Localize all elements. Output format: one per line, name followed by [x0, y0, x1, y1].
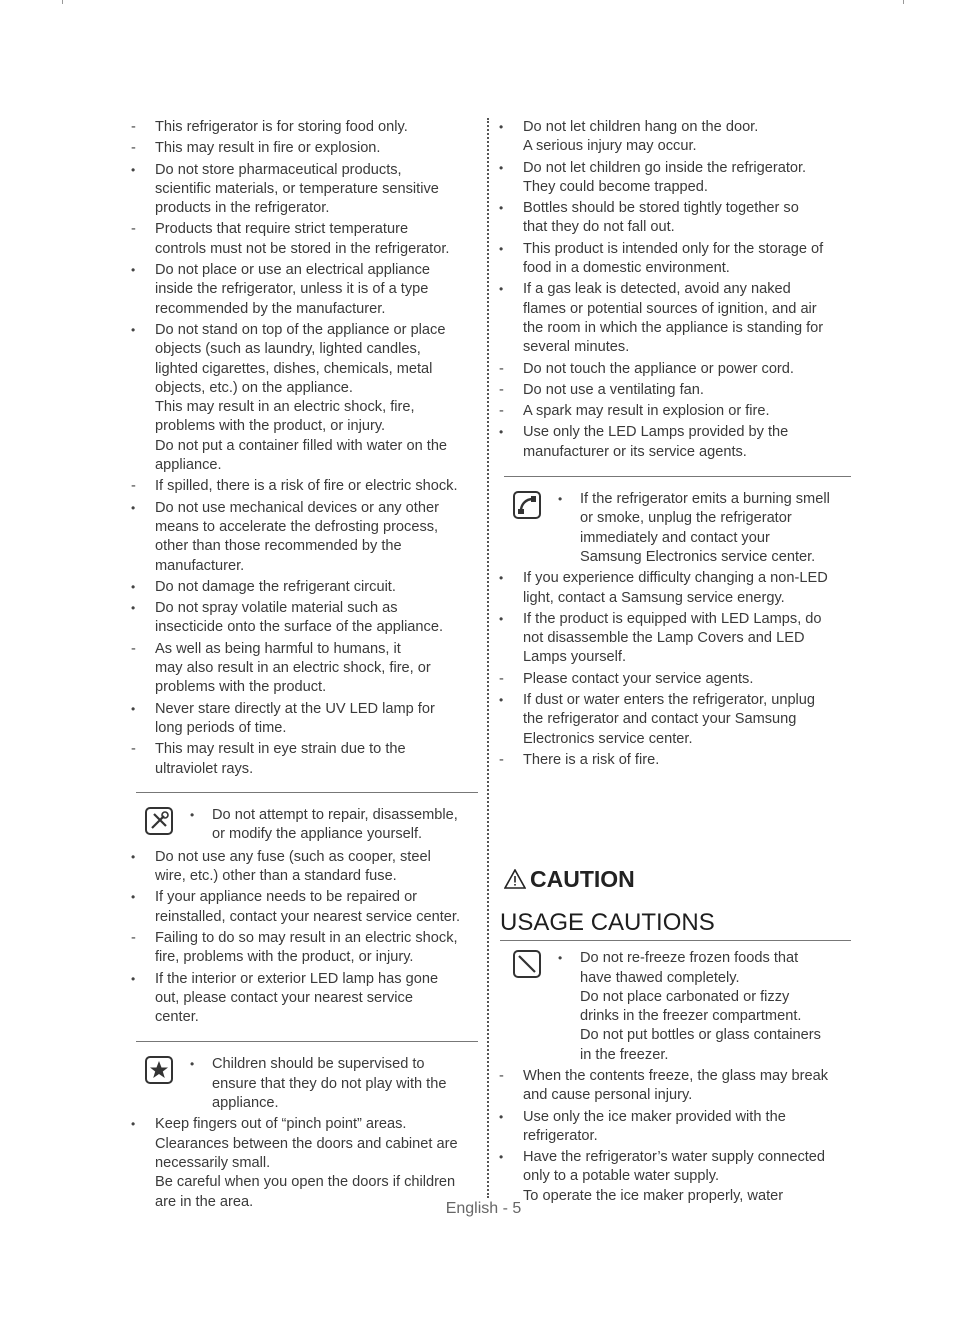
item-line: Clearances between the doors and cabinet are	[155, 1135, 458, 1152]
important-star-icon	[144, 1055, 174, 1085]
right-icon-note-2	[496, 949, 851, 1065]
list-item	[128, 929, 478, 968]
list-item	[128, 848, 478, 887]
item-line: necessarily small.	[155, 1154, 271, 1171]
dash-marker: -	[131, 221, 136, 238]
item-line: long periods of time.	[155, 719, 287, 736]
list-item	[496, 159, 851, 198]
item-line: in the freezer.	[580, 1046, 669, 1063]
bullet-marker: •	[499, 201, 504, 216]
dash-marker: -	[499, 403, 504, 420]
item-line: Do not re-freeze frozen foods that	[580, 950, 799, 967]
icon-note	[128, 806, 478, 846]
icon-note	[128, 1055, 478, 1113]
bullet-marker: •	[499, 282, 504, 297]
item-line: refrigerator.	[523, 1127, 598, 1144]
item-line: If the refrigerator emits a burning smell	[580, 491, 830, 508]
page-footer: English - 5	[445, 1200, 522, 1217]
item-line: not disassemble the Lamp Covers and LED	[523, 630, 805, 647]
item-line: A spark may result in explosion or fire.	[523, 403, 770, 420]
left-block-1	[128, 118, 478, 779]
item-line: Never stare directly at the UV LED lamp for	[155, 700, 435, 717]
item-line: Bottles should be stored tightly together so	[523, 200, 799, 217]
list-item	[496, 569, 851, 608]
item-line: reinstalled, contact your nearest service center.	[155, 908, 461, 925]
bullet-marker: •	[131, 263, 136, 278]
list-item	[128, 970, 478, 1028]
item-line: Use only the ice maker provided with the	[523, 1108, 786, 1125]
item-line: This product is intended only for the storage of	[523, 240, 824, 257]
item-line: Do not use mechanical devices or any other	[155, 499, 439, 516]
dash-marker: -	[499, 360, 504, 377]
list-item	[496, 1108, 851, 1147]
item-line: inside the refrigerator, unless it is of a type	[155, 281, 429, 298]
bullet-marker: •	[131, 601, 136, 616]
item-line: insecticide onto the surface of the appliance.	[155, 619, 444, 636]
item-line: flames or potential sources of ignition, and air	[523, 300, 817, 317]
list-item	[496, 199, 851, 238]
item-line: Have the refrigerator’s water supply connected	[523, 1149, 826, 1166]
item-line: They could become trapped.	[523, 178, 708, 195]
list-item	[128, 1115, 478, 1211]
bullet-marker: •	[499, 571, 504, 586]
item-line: This may result in fire or explosion.	[155, 140, 381, 157]
bullet-marker: •	[499, 160, 504, 175]
item-line: scientific materials, or temperature sensitive	[155, 180, 439, 197]
left-divider-1	[136, 792, 478, 793]
item-line: Use only the LED Lamps provided by the	[523, 424, 789, 441]
dash-marker: -	[131, 741, 136, 758]
item-line: ensure that they do not play with the	[212, 1075, 447, 1092]
item-line: As well as being harmful to humans, it	[155, 640, 401, 657]
right-column	[496, 118, 851, 1208]
item-line: Do not attempt to repair, disassemble,	[212, 806, 458, 823]
item-line: Do not let children hang on the door.	[523, 119, 759, 135]
item-line: Electronics service center.	[523, 730, 693, 747]
list-item	[496, 280, 851, 357]
item-line: other than those recommended by the	[155, 538, 402, 555]
item-line: center.	[155, 1009, 199, 1026]
item-line: Samsung Electronics service center.	[580, 548, 816, 565]
item-line: the refrigerator and contact your Samsung	[523, 711, 797, 728]
list-item	[496, 381, 851, 400]
caution-heading	[504, 866, 851, 895]
item-line: To operate the ice maker properly, water	[523, 1187, 784, 1204]
item-line: Do not stand on top of the appliance or place	[155, 321, 446, 338]
item-line: are in the area.	[155, 1193, 254, 1210]
right-divider-1	[504, 476, 851, 477]
item-line: If the product is equipped with LED Lamps, do	[523, 610, 822, 627]
bullet-marker: •	[190, 807, 195, 822]
item-line: food in a domestic environment.	[523, 260, 730, 277]
item-line: Do not place or use an electrical appliance	[155, 262, 431, 279]
item-line: Keep fingers out of “pinch point” areas.	[155, 1116, 407, 1133]
item-line: When the contents freeze, the glass may break	[523, 1067, 829, 1084]
item-line: appliance.	[212, 1095, 279, 1112]
item-line: There is a risk of fire.	[523, 751, 660, 768]
list-item	[128, 700, 478, 739]
item-line: fire, problems with the product, or injury.	[155, 949, 414, 966]
dash-marker: -	[499, 751, 504, 768]
bullet-marker: •	[131, 579, 136, 594]
crop-mark-top-left	[62, 0, 63, 4]
item-line: may also result in an electric shock, fire, or	[155, 660, 431, 677]
bullet-marker: •	[499, 611, 504, 626]
item-line: manufacturer.	[155, 557, 245, 574]
icon-note	[496, 949, 851, 1065]
bullet-marker: •	[499, 1109, 504, 1124]
item-line: appliance.	[155, 457, 222, 474]
item-line: that they do not fall out.	[523, 219, 675, 236]
item-line: This may result in an electric shock, fire,	[155, 399, 415, 416]
bullet-marker: •	[558, 951, 563, 966]
contact-service-icon	[512, 490, 542, 520]
bullet-marker: •	[499, 1150, 504, 1165]
item-line: lighted cigarettes, dishes, chemicals, metal	[155, 360, 433, 377]
item-line: wire, etc.) other than a standard fuse.	[155, 868, 397, 885]
list-item	[128, 477, 478, 496]
item-line: This refrigerator is for storing food only.	[155, 119, 408, 135]
list-item	[496, 691, 851, 749]
item-line: Do not store pharmaceutical products,	[155, 161, 402, 178]
bullet-marker: •	[131, 322, 136, 337]
left-column	[128, 118, 478, 1214]
item-line: problems with the product.	[155, 679, 327, 696]
dash-marker: -	[131, 640, 136, 657]
item-line: Do not let children go inside the refrigerator.	[523, 159, 807, 176]
bullet-marker: •	[131, 701, 136, 716]
caution-heading-text: CAUTION	[530, 866, 635, 893]
left-divider-2	[136, 1041, 478, 1042]
bullet-marker: •	[131, 162, 136, 177]
dash-marker: -	[499, 670, 504, 687]
item-line: immediately and contact your	[580, 529, 770, 546]
item-line: Do not put a container filled with water on the	[155, 437, 448, 454]
item-line: Do not touch the appliance or power cord.	[523, 360, 794, 377]
list-item	[128, 220, 478, 259]
list-item	[128, 261, 478, 319]
item-line: If your appliance needs to be repaired or	[155, 889, 418, 906]
item-line: objects (such as laundry, lighted candles,	[155, 341, 421, 358]
dash-marker: -	[499, 381, 504, 398]
list-item	[496, 1148, 851, 1206]
dash-marker: -	[131, 119, 136, 135]
item-line: or smoke, unplug the refrigerator	[580, 510, 792, 527]
bullet-marker: •	[131, 849, 136, 864]
right-block-2	[496, 569, 851, 770]
bullet-marker: •	[131, 971, 136, 986]
bullet-marker: •	[499, 120, 504, 134]
bullet-marker: •	[131, 1117, 136, 1132]
dash-marker: -	[131, 478, 136, 495]
bullet-marker: •	[131, 890, 136, 905]
item-line: If a gas leak is detected, avoid any naked	[523, 281, 791, 298]
bullet-marker: •	[131, 500, 136, 515]
item-line: Do not put bottles or glass containers	[580, 1027, 821, 1044]
right-block-1	[496, 118, 851, 462]
item-line: Do not spray volatile material such as	[155, 600, 398, 617]
left-icon-note-2	[128, 1055, 478, 1113]
list-item	[128, 578, 478, 597]
bullet-marker: •	[499, 241, 504, 256]
item-line: drinks in the freezer compartment.	[580, 1008, 802, 1025]
list-item	[128, 888, 478, 927]
dash-marker: -	[131, 140, 136, 157]
item-line: Lamps yourself.	[523, 649, 627, 666]
bullet-marker: •	[558, 492, 563, 507]
list-item	[128, 118, 478, 137]
item-line: only to a potable water supply.	[523, 1168, 720, 1185]
item-line: the room in which the appliance is standing for	[523, 319, 824, 336]
left-block-3	[128, 1115, 478, 1211]
item-line: If the interior or exterior LED lamp has gone	[155, 970, 439, 987]
item-line: means to accelerate the defrosting process,	[155, 518, 439, 535]
list-item	[496, 610, 851, 668]
list-item	[496, 423, 851, 462]
item-line: This may result in eye strain due to the	[155, 741, 406, 758]
item-line: Do not use any fuse (such as cooper, steel	[155, 848, 431, 865]
icon-note	[496, 490, 851, 567]
list-item	[128, 321, 478, 475]
list-item	[128, 161, 478, 219]
bullet-marker: •	[190, 1057, 195, 1072]
list-item	[128, 599, 478, 638]
item-line: light, contact a Samsung service energy.	[523, 589, 785, 606]
item-line: Do not damage the refrigerant circuit.	[155, 578, 396, 595]
left-icon-note-1	[128, 806, 478, 846]
warning-triangle-icon	[504, 868, 526, 895]
bullet-marker: •	[499, 693, 504, 708]
item-line: Be careful when you open the doors if children	[155, 1174, 456, 1191]
item-line: controls must not be stored in the refrigerator.	[155, 240, 450, 257]
list-item	[128, 740, 478, 779]
item-line: Failing to do so may result in an electric shock,	[155, 929, 458, 946]
list-item	[496, 670, 851, 689]
item-line: If spilled, there is a risk of fire or electric shock.	[155, 478, 458, 495]
list-item	[496, 1067, 851, 1106]
item-line: A serious injury may occur.	[523, 138, 697, 155]
list-item	[496, 240, 851, 279]
list-item	[128, 139, 478, 158]
item-line: out, please contact your nearest service	[155, 989, 413, 1006]
item-line: Please contact your service agents.	[523, 670, 754, 687]
right-icon-note-1	[496, 490, 851, 567]
item-line: ultraviolet rays.	[155, 760, 254, 777]
item-line: Do not use a ventilating fan.	[523, 381, 704, 398]
list-item	[496, 751, 851, 770]
column-divider	[487, 118, 489, 1198]
dash-marker: -	[131, 929, 136, 946]
list-item	[128, 640, 478, 698]
item-line: If dust or water enters the refrigerator, unplug	[523, 692, 816, 709]
left-block-2	[128, 848, 478, 1028]
list-item	[496, 118, 851, 157]
crop-mark-top-right	[903, 0, 904, 4]
no-disassemble-icon	[144, 806, 174, 836]
list-item	[496, 402, 851, 421]
item-line: several minutes.	[523, 339, 630, 356]
item-line: Products that require strict temperature	[155, 221, 409, 238]
list-item	[496, 360, 851, 379]
dash-marker: -	[499, 1067, 504, 1084]
item-line: have thawed completely.	[580, 969, 740, 986]
item-line: or modify the appliance yourself.	[212, 826, 423, 843]
list-item	[128, 499, 478, 576]
item-line: Children should be supervised to	[212, 1056, 425, 1073]
right-block-3	[496, 1067, 851, 1206]
section-title: USAGE CAUTIONS	[500, 909, 851, 941]
item-line: recommended by the manufacturer.	[155, 300, 386, 317]
item-line: If you experience difficulty changing a non-LED	[523, 570, 828, 587]
item-line: Do not place carbonated or fizzy	[580, 988, 790, 1005]
item-line: objects, etc.) on the appliance.	[155, 379, 353, 396]
item-line: and cause personal injury.	[523, 1087, 693, 1104]
item-line: manufacturer or its service agents.	[523, 443, 747, 460]
prohibited-icon	[512, 949, 542, 979]
bullet-marker: •	[499, 425, 504, 440]
item-line: problems with the product, or injury.	[155, 418, 386, 435]
item-line: products in the refrigerator.	[155, 200, 330, 217]
